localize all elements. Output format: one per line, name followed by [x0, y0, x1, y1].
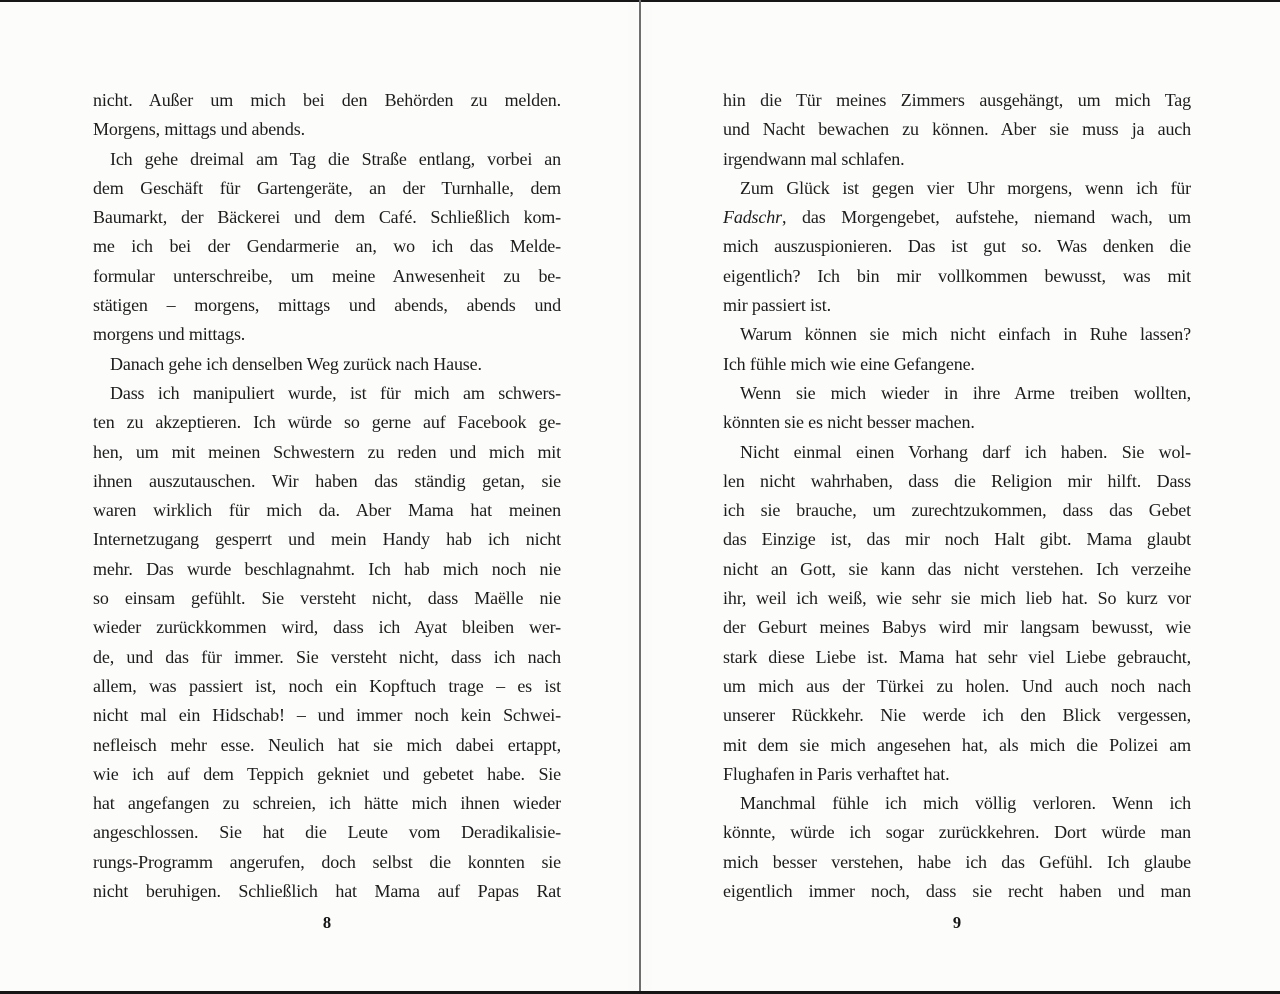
- page-number-left: 8: [322, 913, 332, 933]
- text-line: nicht beruhigen. Schließlich hat Mama auf Papas Rat: [93, 881, 561, 902]
- text-line: stark diese Liebe ist. Mama hat sehr viel Liebe gebraucht,: [723, 646, 1191, 667]
- page-right: [723, 86, 1191, 933]
- text-line: hen, um mit meinen Schwestern zu reden und mich mit: [93, 441, 561, 462]
- text-line: mir passiert ist.: [723, 295, 831, 316]
- text-line: Nicht einmal einen Vorhang darf ich haben. Sie wol-: [740, 441, 1191, 462]
- text-line: de, und das für immer. Sie versteht nicht, dass ich nach: [93, 646, 561, 667]
- text-line: Manchmal fühle ich mich völlig verloren. Wenn ich: [740, 793, 1191, 814]
- page-number-right: 9: [952, 913, 962, 933]
- text-line: wie ich auf dem Teppich gekniet und gebetet habe. Sie: [93, 763, 561, 784]
- text-line: hin die Tür meines Zimmers ausgehängt, um mich Tag: [723, 90, 1191, 110]
- text-line: waren wirklich für mich da. Aber Mama hat meinen: [93, 500, 561, 521]
- text-line: morgens und mittags.: [93, 324, 246, 345]
- text-line: mehr. Das wurde beschlagnahmt. Ich hab mich noch nie: [93, 558, 561, 579]
- text-line: stätigen – morgens, mittags und abends, abends und: [93, 295, 561, 316]
- text-line: ihr, weil ich weiß, wie sehr sie mich lieb hat. So kurz vor: [723, 588, 1191, 609]
- text-line: formular unterschreibe, um meine Anwesenheit zu be-: [93, 265, 561, 286]
- text-line: das Einzige ist, das mir noch Halt gibt. Mama glaubt: [723, 529, 1191, 550]
- text-line: Flughafen in Paris verhaftet hat.: [723, 763, 950, 784]
- text-line: Ich gehe dreimal am Tag die Straße entlang, vorbei an: [110, 148, 561, 169]
- text-line: ihnen auszutauschen. Wir haben das ständig getan, sie: [93, 470, 561, 491]
- text-line: könnten sie es nicht besser machen.: [723, 412, 975, 433]
- text-line: unserer Rückkehr. Nie werde ich den Blick vergessen,: [723, 705, 1191, 726]
- text-line: Warum können sie mich nicht einfach in Ruhe lassen?: [740, 324, 1191, 345]
- page-left-text-block: [93, 86, 561, 906]
- text-line: nicht mal ein Hidschab! – und immer noch kein Schwei-: [93, 705, 561, 726]
- text-line: Zum Glück ist gegen vier Uhr morgens, wenn ich für: [740, 177, 1191, 198]
- text-line: mit dem sie mich angesehen hat, als mich die Polizei am: [723, 734, 1191, 755]
- text-line: Ich fühle mich wie eine Gefangene.: [723, 353, 975, 374]
- text-line: Internetzugang gesperrt und mein Handy hab ich nicht: [93, 529, 561, 550]
- text-line: dem Geschäft für Gartengeräte, an der Turnhalle, dem: [93, 177, 561, 198]
- text-line: rungs-Programm angerufen, doch selbst die konnten sie: [93, 851, 561, 872]
- text-line: hat angefangen zu schreien, ich hätte mich ihnen wieder: [93, 793, 561, 814]
- text-line: nicht. Außer um mich bei den Behörden zu melden.: [93, 90, 561, 110]
- text-line: me ich bei der Gendarmerie an, wo ich das Melde-: [93, 236, 561, 257]
- text-line: eigentlich immer noch, dass sie recht haben und man: [723, 881, 1191, 902]
- text-line: und Nacht bewachen zu können. Aber sie muss ja auch: [723, 119, 1191, 140]
- text-line: könnte, würde ich sogar zurückkehren. Dort würde man: [723, 822, 1191, 843]
- text-line: so einsam gefühlt. Sie versteht nicht, dass Maëlle nie: [93, 588, 561, 609]
- text-line: Morgens, mittags und abends.: [93, 119, 305, 140]
- text-line: ich sie brauche, um zurechtzukommen, dass das Gebet: [723, 500, 1191, 521]
- text-line: Danach gehe ich denselben Weg zurück nach Hause.: [110, 353, 482, 374]
- text-line: um mich aus der Türkei zu holen. Und auch noch nach: [723, 675, 1191, 696]
- text-line: eigentlich? Ich bin mir vollkommen bewusst, was mit: [723, 265, 1191, 286]
- page-right-text-block: [723, 86, 1191, 906]
- page-gutter-divider: [639, 0, 641, 994]
- text-line: mich auszuspionieren. Das ist gut so. Was denken die: [723, 236, 1191, 257]
- text-line: wieder zurückkommen wird, dass ich Ayat bleiben wer-: [93, 617, 561, 638]
- text-line: Fadschr, das Morgengebet, aufstehe, niemand wach, um: [723, 207, 1191, 228]
- text-line: Dass ich manipuliert wurde, ist für mich am schwers-: [110, 382, 561, 403]
- text-line: irgendwann mal schlafen.: [723, 148, 905, 169]
- page-left: [93, 86, 561, 933]
- text-line: len nicht wahrhaben, dass die Religion mir hilft. Dass: [723, 470, 1191, 491]
- text-line: nefleisch mehr esse. Neulich hat sie mich dabei ertappt,: [93, 734, 561, 755]
- text-line: angeschlossen. Sie hat die Leute vom Deradikalisie-: [93, 822, 561, 843]
- text-line: der Geburt meines Babys wird mir langsam bewusst, wie: [723, 617, 1191, 638]
- text-line: allem, was passiert ist, noch ein Kopftuch trage – es ist: [93, 675, 561, 696]
- text-line: Baumarkt, der Bäckerei und dem Café. Schließlich kom-: [93, 207, 561, 228]
- text-line: Wenn sie mich wieder in ihre Arme treiben wollten,: [740, 382, 1191, 403]
- text-line: mich besser verstehen, habe ich das Gefühl. Ich glaube: [723, 851, 1191, 872]
- text-line: ten zu akzeptieren. Ich würde so gerne auf Facebook ge-: [93, 412, 561, 433]
- text-line: nicht an Gott, sie kann das nicht verstehen. Ich verzeihe: [723, 558, 1191, 579]
